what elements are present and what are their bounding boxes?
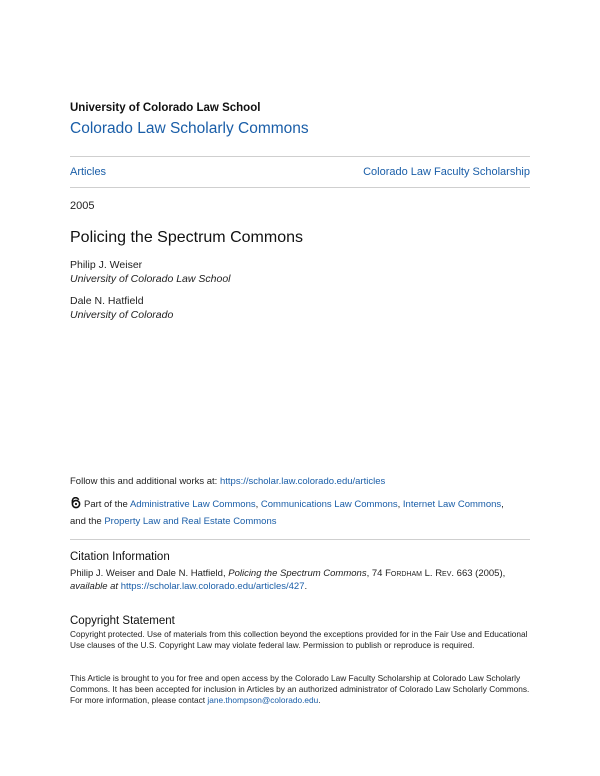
citation-volume: , 74: [366, 568, 386, 579]
author-name: Dale N. Hatfield: [70, 295, 144, 307]
commons-link-administrative[interactable]: Administrative Law Commons: [129, 499, 256, 510]
article-title: Policing the Spectrum Commons: [70, 229, 303, 246]
faculty-scholarship-link[interactable]: Colorado Law Faculty Scholarship: [363, 166, 530, 178]
commons-link-property[interactable]: Property Law and Real Estate Commons: [104, 516, 277, 527]
open-access-icon: [70, 497, 82, 509]
author-affiliation: University of Colorado: [70, 309, 174, 321]
articles-url-link[interactable]: https://scholar.law.colorado.edu/articles: [219, 476, 386, 487]
collection-nav: [70, 156, 530, 188]
separator: ,: [397, 499, 403, 510]
publication-year: 2005: [70, 200, 95, 212]
section-divider: [70, 539, 530, 540]
commons-link-communications[interactable]: Communications Law Commons: [260, 499, 398, 510]
separator: ,: [501, 499, 504, 510]
part-of-prefix: Part of the: [84, 499, 130, 510]
separator: ,: [255, 499, 261, 510]
author-name: Philip J. Weiser: [70, 259, 143, 271]
follow-line: [70, 476, 385, 487]
citation-journal: Fordham L. Rev.: [385, 568, 455, 579]
citation-text: [70, 567, 530, 593]
contact-email-link[interactable]: jane.thompson@colorado.edu: [207, 695, 319, 705]
follow-prefix: Follow this and additional works at:: [70, 476, 220, 487]
citation-end: .: [304, 581, 308, 592]
commons-link-internet[interactable]: Internet Law Commons: [402, 499, 502, 510]
citation-authors: Philip J. Weiser and Dale N. Hatfield,: [70, 568, 229, 579]
copyright-text: Copyright protected. Use of materials from this collection beyond the exceptions provided for in the Fair Use and Educational Use clauses of the U.S. Copyright Law may violate federal law. Permission to publish or reproduce is required.: [70, 629, 528, 650]
access-text: This Article is brought to you for free and open access by the Colorado Law Faculty Scholarship at Colorado Law Scholarly Commons. It has been accepted for inclusion in Articles by an authorized administrator of Colorado Law Scholarly Commons. For more information, please contact: [70, 673, 530, 705]
institution-name: University of Colorado Law School: [70, 102, 261, 114]
author-block: [70, 258, 231, 286]
access-end: .: [318, 695, 321, 705]
copyright-heading: Copyright Statement: [70, 615, 175, 627]
author-affiliation: University of Colorado Law School: [70, 273, 231, 285]
citation-heading: Citation Information: [70, 551, 170, 563]
articles-link[interactable]: Articles: [70, 166, 107, 178]
author-block: [70, 294, 173, 322]
citation-url-link[interactable]: https://scholar.law.colorado.edu/articles/427: [120, 581, 305, 592]
citation-available-at: available at: [70, 581, 121, 592]
citation-pages: 663 (2005),: [454, 568, 506, 579]
access-statement: [70, 673, 530, 706]
and-the-text: and the: [70, 516, 105, 527]
repository-link[interactable]: Colorado Law Scholarly Commons: [70, 120, 309, 137]
citation-title: Policing the Spectrum Commons: [228, 568, 367, 579]
part-of-line: [70, 496, 530, 530]
